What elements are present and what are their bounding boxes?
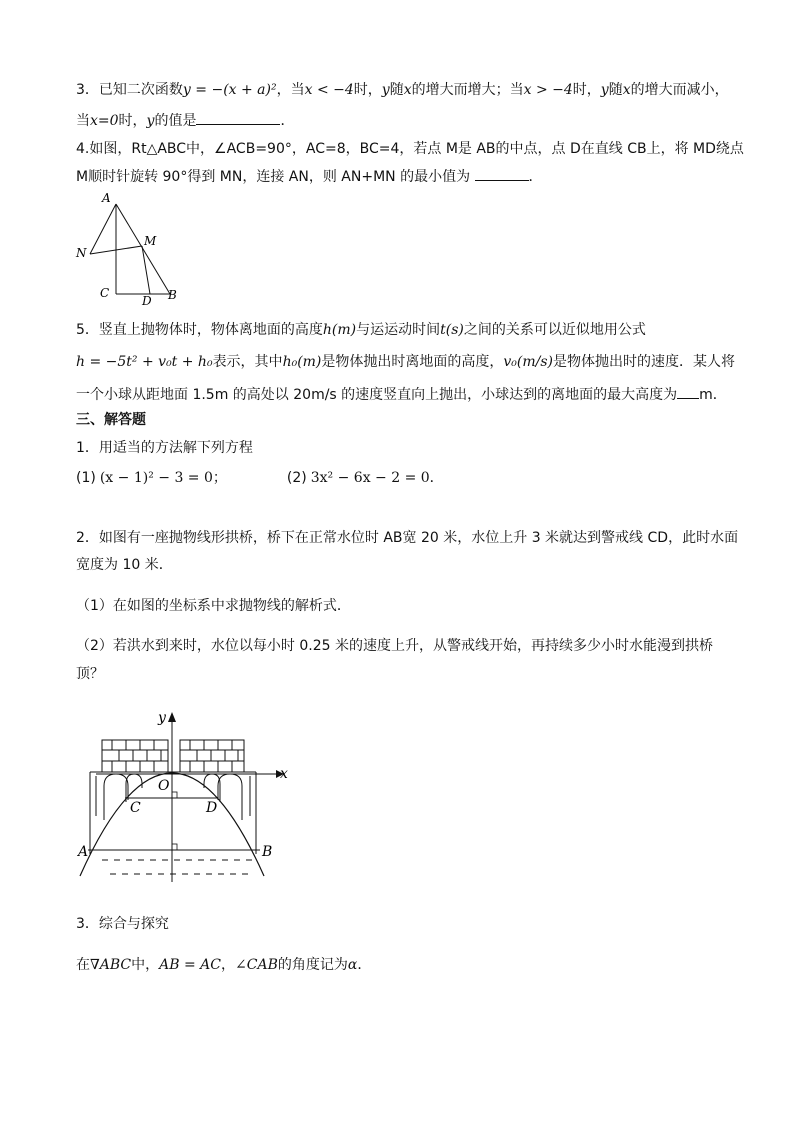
q3-text: 的增大而增大；当 bbox=[411, 82, 524, 98]
label-d: D bbox=[142, 294, 152, 305]
q4-line-2 bbox=[76, 166, 543, 187]
q5-var: h(m) bbox=[322, 322, 357, 338]
sol2-part-2-line-2: 顶？ bbox=[76, 666, 104, 682]
label-c: C bbox=[130, 800, 141, 816]
spandrel-arches bbox=[104, 774, 242, 820]
label-x: x bbox=[280, 766, 288, 782]
q3-text: 的增大而减小， bbox=[630, 82, 729, 98]
q3-text: 的值是 bbox=[154, 113, 197, 129]
q5-text: 是物体抛出时的速度．某人将 bbox=[553, 354, 736, 370]
q3-text: 时， bbox=[118, 113, 147, 129]
q5-line-1 bbox=[76, 320, 646, 340]
label-a: A bbox=[102, 191, 111, 205]
q3-text: 当 bbox=[76, 113, 90, 129]
q3-var: x bbox=[403, 82, 412, 98]
sol3-triangle: ∇ABC bbox=[90, 957, 132, 973]
q3-condition-1: x < −4 bbox=[304, 82, 354, 98]
eq1-label: (1) bbox=[76, 470, 96, 486]
sol1-title: 1．用适当的方法解下列方程 bbox=[76, 440, 253, 456]
label-d: D bbox=[206, 800, 218, 816]
sol3-title: 3．综合与探究 bbox=[76, 916, 169, 932]
label-b: B bbox=[168, 288, 177, 302]
right-angle-ab bbox=[172, 844, 177, 850]
right-angle-cd bbox=[172, 792, 177, 798]
q5-answer-blank[interactable] bbox=[677, 384, 699, 399]
segment-an bbox=[90, 204, 116, 254]
q3-text: ，当 bbox=[276, 82, 305, 98]
y-axis-arrow bbox=[168, 712, 176, 722]
q3-text: 时， bbox=[572, 82, 601, 98]
sol3-angle: ∠CAB bbox=[235, 957, 278, 973]
q4-figure bbox=[72, 190, 192, 305]
q5-text: 一个小球从距地面 1.5m 的高处以 20m/s 的速度竖直向上抛出，小球达到的离地面的最大高度为 bbox=[76, 387, 678, 403]
sol2-line-2: 宽度为 10 米． bbox=[76, 557, 173, 573]
q5-var: h₀(m) bbox=[282, 354, 322, 370]
sol3-text: 在 bbox=[76, 957, 90, 973]
q5-var: v₀(m/s) bbox=[503, 354, 554, 370]
q3-text: 随 bbox=[608, 82, 623, 98]
q4-line-1 bbox=[76, 139, 744, 159]
q3-condition-2: x > −4 bbox=[523, 82, 573, 98]
brick-wall-right bbox=[180, 740, 244, 772]
q3-var: x bbox=[622, 82, 631, 98]
q5-formula: h = −5t² + v₀t + h₀ bbox=[76, 354, 213, 370]
sol3-line-1 bbox=[76, 955, 371, 975]
label-y: y bbox=[158, 710, 166, 726]
q3-text: ． bbox=[280, 113, 295, 129]
eq1: (x − 1)² − 3 = 0； bbox=[99, 470, 227, 486]
q5-text: 5．竖直上抛物体时，物体离地面的高度 bbox=[76, 322, 323, 338]
q3-var: y bbox=[146, 113, 155, 129]
q5-var: t(s) bbox=[440, 322, 464, 338]
sol3-text: 的角度记为 bbox=[277, 957, 348, 973]
sol3-text: ． bbox=[357, 957, 372, 973]
q3-var: y bbox=[381, 82, 390, 98]
q3-text: 3．已知二次函数 bbox=[76, 82, 183, 98]
label-c: C bbox=[100, 286, 110, 300]
q5-line-2 bbox=[76, 352, 735, 372]
q5-text: m． bbox=[699, 387, 727, 403]
q5-text: 与运运动时间 bbox=[356, 322, 441, 338]
section-title: 三、解答题 bbox=[76, 412, 146, 428]
q5-text: 表示，其中 bbox=[212, 354, 283, 370]
label-n: N bbox=[76, 246, 87, 260]
label-b: B bbox=[262, 844, 273, 860]
q3-text: 随 bbox=[389, 82, 404, 98]
q3-text: 时， bbox=[353, 82, 382, 98]
sol3-alpha: α bbox=[347, 957, 358, 973]
eq2-label: (2) bbox=[286, 470, 307, 486]
eq2: 3x² − 6x − 2 = 0． bbox=[310, 470, 444, 486]
q3-var: x=0 bbox=[90, 113, 119, 129]
q3-line-2 bbox=[76, 110, 294, 131]
q3-answer-blank[interactable] bbox=[196, 110, 280, 125]
label-a: A bbox=[78, 844, 89, 860]
q5-line-3 bbox=[76, 384, 727, 405]
sol3-text: 中， bbox=[131, 957, 160, 973]
sol2-part-1: （1）在如图的坐标系中求抛物线的解析式． bbox=[76, 598, 351, 614]
sol2-line-1: 2．如图有一座抛物线形拱桥，桥下在正常水位时 AB宽 20 米，水位上升 3 米就达到警戒线 CD，此时水面 bbox=[76, 530, 739, 546]
sol3-equality: AB = AC bbox=[159, 957, 222, 973]
q4-answer-blank[interactable] bbox=[475, 166, 529, 181]
q4-text: M顺时针旋转 90°得到 MN，连接 AN，则 AN+MN 的最小值为 bbox=[76, 169, 471, 185]
q3-formula: y = −(x + a)² bbox=[182, 82, 277, 98]
sol3-text: ， bbox=[221, 957, 236, 973]
q3-line-1 bbox=[76, 80, 729, 100]
q5-text: 之间的关系可以近似地用公式 bbox=[463, 322, 646, 338]
sol1-equations bbox=[76, 468, 444, 488]
q5-text: 是物体抛出时离地面的高度， bbox=[321, 354, 504, 370]
sol2-part-2-line-1: （2）若洪水到来时，水位以每小时 0.25 米的速度上升，从警戒线开始，再持续多少小时水能漫到拱桥 bbox=[76, 638, 713, 654]
bridge-figure bbox=[76, 704, 292, 890]
label-o: O bbox=[158, 778, 170, 794]
q4-text: 4.如图，Rt△ABC中，∠ACB=90°，AC=8，BC=4，若点 M是 AB的中点，点 D在直线 CB上，将 MD绕点 bbox=[76, 141, 744, 157]
label-m: M bbox=[144, 234, 157, 248]
q4-text: ． bbox=[528, 169, 543, 185]
q3-var: y bbox=[600, 82, 609, 98]
brick-wall-left bbox=[102, 740, 168, 772]
